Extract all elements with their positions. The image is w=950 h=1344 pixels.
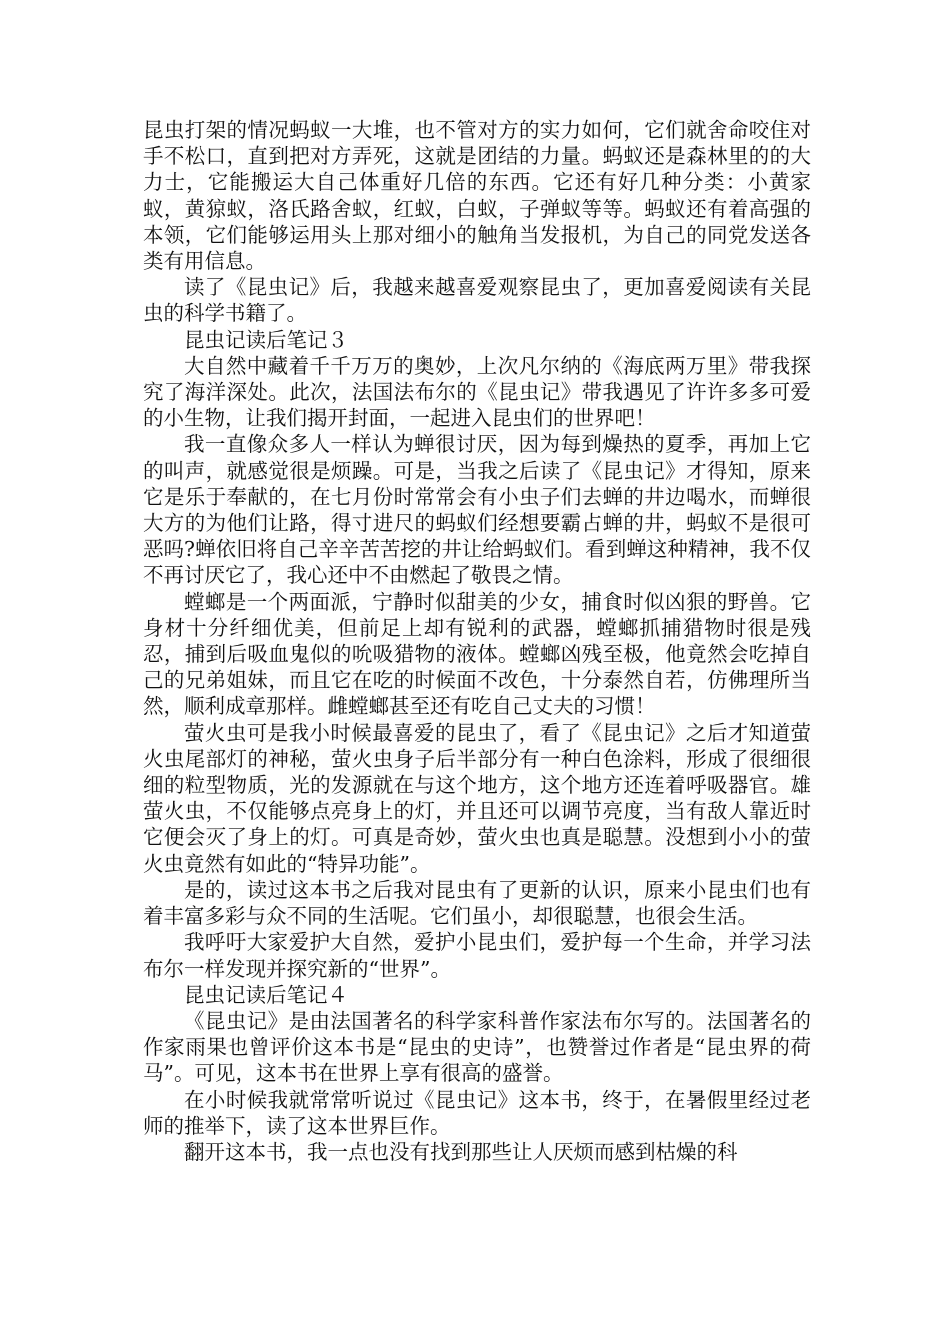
paragraph-firefly: 萤火虫可是我小时候最喜爱的昆虫了，看了《昆虫记》之后才知道萤火虫尾部灯的神秘，萤火虫身子后半部分有一种白色涂料，形成了很细很细的粒型物质，光的发源就在与这个地方，这个地方还连着呼吸器官。雄萤火虫，不仅能够点亮身上的灯，并且还可以调节亮度，当有敌人靠近时它便会灭了身上的灯。可真是奇妙，萤火虫也真是聪慧。没想到小小的萤火虫竟然有如此的“特异功能”。 <box>143 720 811 876</box>
paragraph-cicada: 我一直像众多人一样认为蝉很讨厌，因为每到燥热的夏季，再加上它的叫声，就感觉很是烦躁。可是，当我之后读了《昆虫记》才得知，原来它是乐于奉献的，在七月份时常常会有小虫子们去蝉的井边喝水，而蝉很大方的为他们让路，得寸进尺的蚂蚁们经想要霸占蝉的井，蚂蚁不是很可恶吗?蝉依旧将自己辛辛苦苦挖的井让给蚂蚁们。看到蝉这种精神，我不仅不再讨厌它了，我心还中不由燃起了敬畏之情。 <box>143 432 811 588</box>
paragraph-call-to-protect: 我呼吁大家爱护大自然，爱护小昆虫们，爱护每一个生命，并学习法布尔一样发现并探究新的“世界”。 <box>143 930 811 981</box>
paragraph-ants-continued: 昆虫打架的情况蚂蚁一大堆，也不管对方的实力如何，它们就舍命咬住对手不松口，直到把对方弄死，这就是团结的力量。蚂蚁还是森林里的的大力士，它能搬运大自己体重好几倍的东西。它还有好几种分类：小黄家蚁，黄猄蚁，洛氏路舍蚁，红蚁，白蚁，子弹蚁等等。蚂蚁还有着高强的本领，它们能够运用头上那对细小的触角当发报机，为自己的同党发送各类有用信息。 <box>143 118 811 274</box>
paragraph-mantis: 螳螂是一个两面派，宁静时似甜美的少女，捕食时似凶狠的野兽。它身材十分纤细优美，但前足上却有锐利的武器，螳螂抓捕猎物时很是残忍，捕到后吸血鬼似的吮吸猎物的液体。螳螂凶残至极，他竟然会吃掉自己的兄弟姐妹，而且它在吃的时候面不改色，十分泰然自若，仿佛理所当然，顺利成章那样。雌螳螂甚至还有吃自己丈夫的习惯！ <box>143 589 811 719</box>
paragraph-childhood: 在小时候我就常常听说过《昆虫记》这本书，终于，在暑假里经过老师的推举下，读了这本世界巨作。 <box>143 1087 811 1138</box>
paragraph-nature-mysteries: 大自然中藏着千千万万的奥妙，上次凡尔纳的《海底两万里》带我探究了海洋深处。此次，法国法布尔的《昆虫记》带我遇见了许许多多可爱的小生物，让我们揭开封面，一起进入昆虫们的世界吧！ <box>143 353 811 431</box>
paragraph-book-intro: 《昆虫记》是由法国著名的科学家科普作家法布尔写的。法国著名的作家雨果也曾评价这本书是“昆虫的史诗”，也赞誉过作者是“昆虫界的荷马”。可见，这本书在世界上享有很高的盛誉。 <box>143 1008 811 1086</box>
section-heading-notes-3: 昆虫记读后笔记３ <box>184 327 348 352</box>
paragraph-opening-book: 翻开这本书，我一点也没有找到那些让人厌烦而感到枯燥的科 <box>184 1139 738 1164</box>
document-body <box>143 117 811 1165</box>
section-heading-notes-4: 昆虫记读后笔记４ <box>184 982 348 1007</box>
paragraph-new-understanding: 是的，读过这本书之后我对昆虫有了更新的认识，原来小昆虫们也有着丰富多彩与众不同的生活呢。它们虽小，却很聪慧，也很会生活。 <box>143 877 811 929</box>
paragraph-reading-reflection: 读了《昆虫记》后，我越来越喜爱观察昆虫了，更加喜爱阅读有关昆虫的科学书籍了。 <box>143 275 811 326</box>
